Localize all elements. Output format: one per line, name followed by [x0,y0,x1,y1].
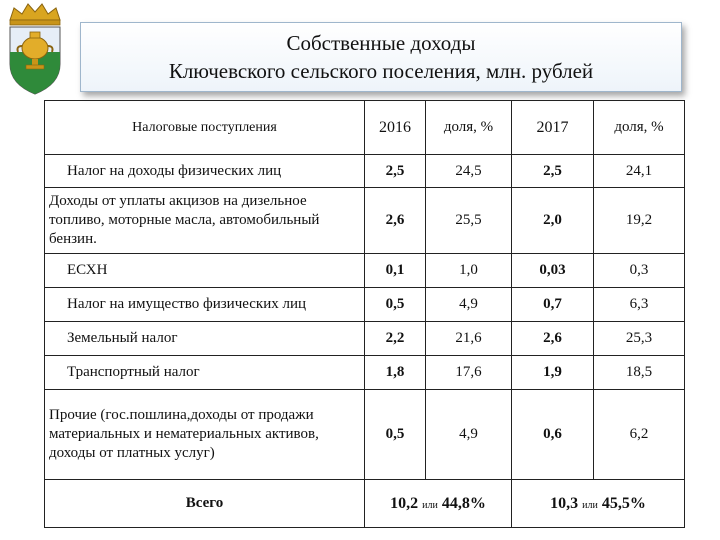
table-row [45,155,685,188]
value-2017: 1,9 [512,356,594,390]
title-line-2: Ключевского сельского поселения, млн. рублей [168,59,594,83]
table-row [45,188,685,254]
share-2017: 6,3 [594,288,685,322]
total-percent-2016: 44,8% [441,494,486,512]
row-label: Земельный налог [45,322,365,356]
value-2017: 2,0 [512,188,594,254]
table-row [45,288,685,322]
value-2017: 2,5 [512,155,594,188]
share-2017: 18,5 [594,356,685,390]
value-2017: 0,7 [512,288,594,322]
share-2017: 6,2 [594,390,685,480]
header-tax-revenues: Налоговые поступления [45,101,365,155]
total-label: Всего [45,480,365,528]
header-year-2016: 2016 [365,101,426,155]
total-2016 [365,480,512,528]
row-label: Налог на имущество физических лиц [45,288,365,322]
total-percent-2017: 45,5% [601,494,646,512]
total-value-2016: 10,2 [390,494,419,512]
value-2017: 0,03 [512,254,594,288]
total-or-2016: или [422,499,438,511]
table-row [45,322,685,356]
value-2016: 0,5 [365,390,426,480]
value-2016: 2,2 [365,322,426,356]
value-2017: 2,6 [512,322,594,356]
row-label: Доходы от уплаты акцизов на дизельное топливо, моторные масла, автомобильный бензин. [45,188,365,254]
table-header-row [45,101,685,155]
title-line-1: Собственные доходы [286,31,476,55]
table-row [45,254,685,288]
header-share-2017: доля, % [594,101,685,155]
share-2017: 24,1 [594,155,685,188]
header-year-2017: 2017 [512,101,594,155]
share-2016: 24,5 [426,155,512,188]
total-2017 [512,480,685,528]
row-label: Прочие (гос.пошлина,доходы от продажи материальных и нематериальных активов, доходы от платных услуг) [45,390,365,480]
header-share-2016: доля, % [426,101,512,155]
slide-title [80,22,682,92]
share-2016: 21,6 [426,322,512,356]
row-label: ЕСХН [45,254,365,288]
value-2016: 2,6 [365,188,426,254]
table-row [45,390,685,480]
share-2016: 4,9 [426,390,512,480]
value-2017: 0,6 [512,390,594,480]
value-2016: 1,8 [365,356,426,390]
value-2016: 0,5 [365,288,426,322]
table-row [45,356,685,390]
value-2016: 0,1 [365,254,426,288]
share-2016: 1,0 [426,254,512,288]
value-2016: 2,5 [365,155,426,188]
row-label: Транспортный налог [45,356,365,390]
share-2017: 25,3 [594,322,685,356]
coat-of-arms-emblem [2,2,68,98]
share-2016: 17,6 [426,356,512,390]
share-2016: 25,5 [426,188,512,254]
share-2016: 4,9 [426,288,512,322]
share-2017: 0,3 [594,254,685,288]
total-or-2017: или [582,499,598,511]
total-row [45,480,685,528]
total-value-2017: 10,3 [550,494,579,512]
share-2017: 19,2 [594,188,685,254]
row-label: Налог на доходы физических лиц [45,155,365,188]
income-table [44,100,685,528]
